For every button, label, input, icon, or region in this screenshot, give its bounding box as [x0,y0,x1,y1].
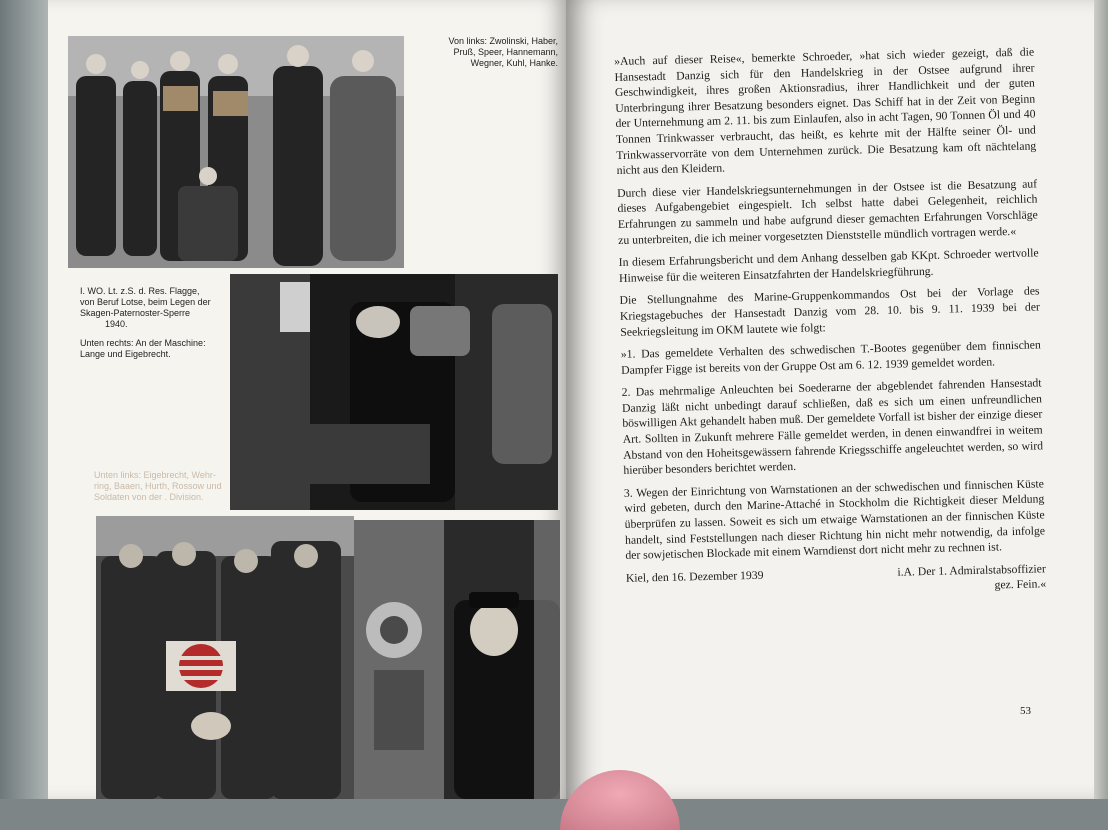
paragraph: »1. Das gemeldete Verhalten des schwedischen T.-Bootes gegenüber dem finnischen Dampfer Figge ist bereits von der Gruppe Ost am 6. 12. 1939 gemeldet worden. [620,338,1041,377]
caption-line: Wegner, Kuhl, Hanke. [470,58,558,68]
caption-line: Lange und Eigebrecht. [80,349,171,359]
caption-line: Skagen-Paternoster-Sperre [80,308,191,318]
caption-faded [94,470,244,503]
paragraph: »Auch auf dieser Reise«, bemerkte Schroeder, »hat sich wieder gezeigt, daß die Hansestadt Danzig sich für den Handelskrieg in der Ostsee aufgrund ihrer Geschwindigkeit, ihres großen Aktionsradius, ihrer Handlichkeit und der guten Unterbringung ihrer Besatzung besonders eignet. Das Schiff hat in der Zeit von Beginn der Unternehmung am 2. 11. bis zum Einlaufen, also in acht Tagen, 90 Tonnen Öl und 40 Tonnen Trinkwasser verbraucht, das heißt, es kehrte mit der Hälfte seiner Öl- und Trinkwasservorräte von dem Unternehmen zurück. Die Besatzung kam oft nächtelang nicht aus den Kleidern. [614,45,1037,178]
caption-line: 1940. [105,319,128,329]
paragraph: Die Stellungnahme des Marine-Gruppenkommandos Ost bei der Vorlage des Kriegstagebuches der Hansestadt Danzig vom 28. 10. bis 9. 11. 1939 bei der Seekriegsleitung im OKM lautete wie folgt: [619,284,1040,339]
caption-machine [80,338,240,360]
page-number: 53 [1020,705,1031,717]
left-page [48,0,568,799]
photo-group-deck [96,516,354,799]
caption-line: Soldaten von der . Division. [94,492,204,502]
caption-line: Unten rechts: An der Maschine: [80,338,206,348]
caption-line: Von links: Zwolinski, Haber, [448,36,558,46]
page-edge [1094,0,1108,799]
signature-place: Kiel, den 16. Dezember 1939 [625,568,764,585]
caption-line: Unten links: Eigebrecht, Wehr- [94,470,216,480]
caption-line: von Beruf Lotse, beim Legen der [80,297,211,307]
caption-line: I. WO. Lt. z.S. d. Res. Flagge, [80,286,200,296]
caption-line: ring, Baaen, Hurth, Rossow und [94,481,222,491]
caption-flagge [80,286,240,330]
signature-role: i.A. Der 1. Admiralstabsoffizier [897,562,1046,579]
photo-machine-room [354,520,560,799]
photo-mine-laying [230,274,558,510]
caption-top [428,36,558,69]
body-text [614,44,1046,607]
signature-name: gez. Fein.« [994,577,1047,592]
paragraph: 3. Wegen der Einrichtung von Warnstationen an der schwedischen und finnischen Küste wird gebeten, durch den Marine-Attaché in Stockholm die Richtigkeit dieser Meldung überprüfen zu lassen. Soweit es sich um etwaige Warnstationen an der finnischen Küste handelt, sind Feststellungen nach dieser Richtung hin nicht mehr notwendig, da infolge der sowjetischen Blockade mit einem Warndienst dort nicht mehr zu rechnen ist. [623,477,1046,563]
photo-group-crew [68,36,404,268]
paragraph: 2. Das mehrmalige Anleuchten bei Soederarne der abgeblendet fahrenden Hansestadt Danzig läßt nicht unbedingt darauf schließen, daß es sich um einen unfreundlichen böswilligen Akt gehandelt haben muß. Der gemeldete Vorfall ist bisher der einzige dieser Art. Sollten in Zukunft mehrere Fälle gemeldet werden, in denen einwandfrei in weitem Abstand von den Hoheitsgewässern fahrende Kriegsschiffe angeleuchtet werden, so wird hierüber besonders berichtet werden. [621,376,1044,478]
paragraph: Durch diese vier Handelskriegsunternehmungen in der Ostsee ist die Besatzung auf dieses Aufgabengebiet eingespielt. Ich selbst hatte dabei Gelegenheit, reichlich Erfahrungen zu sammeln und habe aufgrund dieser gemachten Erfahrungen Vorschläge zu unterbreiten, die ich meiner vorgesetzten Dienststelle mündlich vortragen werde.« [617,177,1038,247]
paragraph: In diesem Erfahrungsbericht und dem Anhang desselben gab KKpt. Schroeder wertvolle Hinweise für die weiteren Einsatzfahrten der Handelskriegführung. [618,246,1039,285]
caption-line: Pruß, Speer, Hannemann, [453,47,558,57]
